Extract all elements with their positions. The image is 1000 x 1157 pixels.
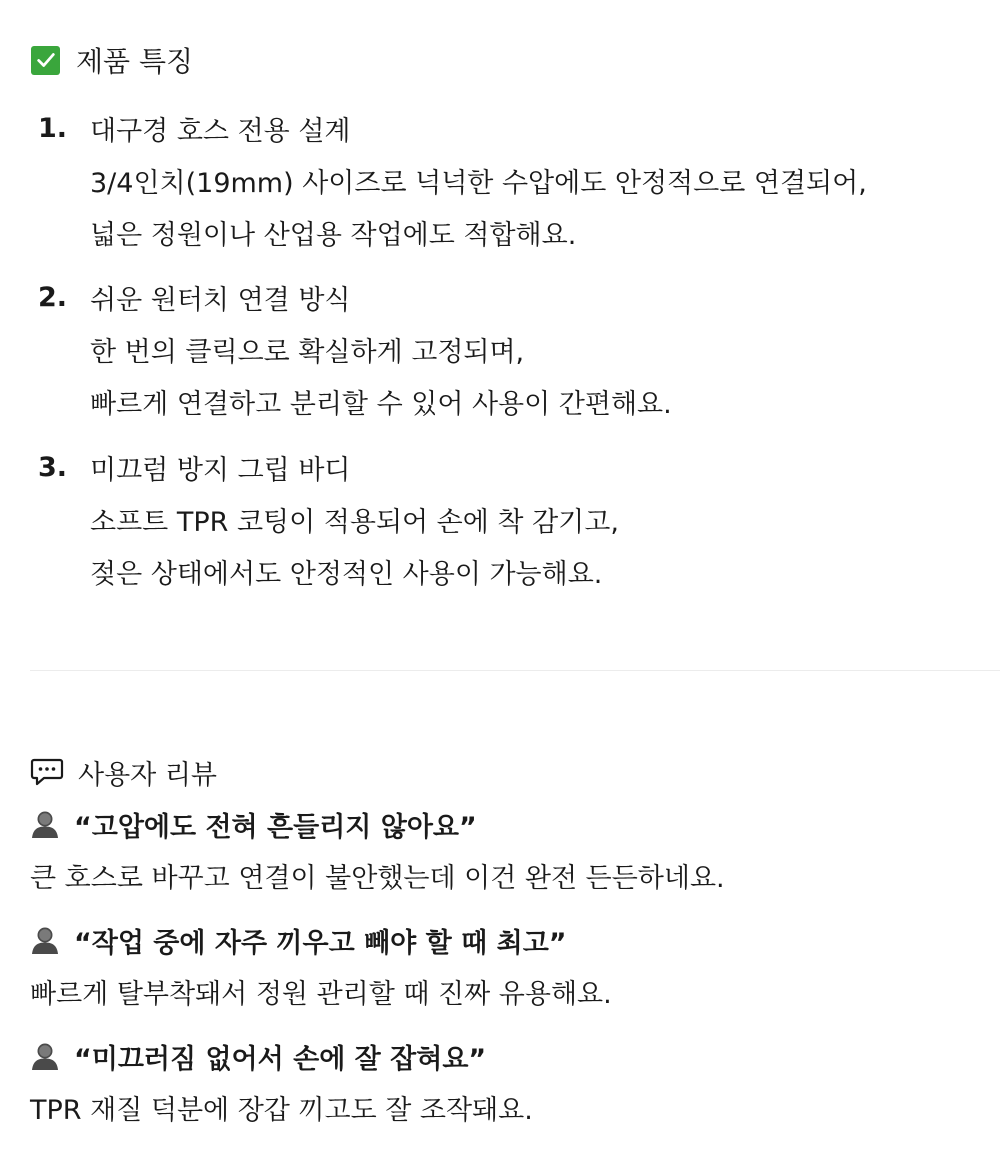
feature-title: 대구경 호스 전용 설계 xyxy=(90,115,351,147)
person-icon xyxy=(30,925,60,955)
feature-number: 1. xyxy=(38,112,68,144)
person-icon xyxy=(30,809,60,839)
features-heading xyxy=(31,40,193,80)
features-heading-text: 제품 특징 xyxy=(76,45,194,78)
feature-description-line: 넓은 정원이나 산업용 작업에도 적합해요. xyxy=(90,219,577,251)
feature-number: 3. xyxy=(38,451,68,483)
feature-item-1 xyxy=(38,102,988,258)
feature-description-line: 빠르게 연결하고 분리할 수 있어 사용이 간편해요. xyxy=(90,388,672,420)
review-body: TPR 재질 덕분에 장갑 끼고도 잘 조작돼요. xyxy=(30,1094,533,1126)
feature-title: 쉬운 원터치 연결 방식 xyxy=(90,284,351,316)
feature-item-2 xyxy=(38,271,988,427)
review-title: “고압에도 전혀 흔들리지 않아요” xyxy=(74,811,477,843)
review-title: “미끄러짐 없어서 손에 잘 잡혀요” xyxy=(74,1043,487,1075)
feature-number: 2. xyxy=(38,281,68,313)
review-item-3 xyxy=(30,1030,990,1132)
section-divider xyxy=(30,670,1000,671)
feature-description-line: 3/4인치(19mm) 사이즈로 넉넉한 수압에도 안정적으로 연결되어, xyxy=(90,167,867,199)
reviews-heading xyxy=(30,752,217,792)
person-icon xyxy=(30,1041,60,1071)
review-item-2 xyxy=(30,914,990,1016)
review-body: 큰 호스로 바꾸고 연결이 불안했는데 이건 완전 든든하네요. xyxy=(30,862,725,894)
review-title: “작업 중에 자주 끼우고 빼야 할 때 최고” xyxy=(74,927,567,959)
feature-description-line: 한 번의 클릭으로 확실하게 고정되며, xyxy=(90,336,525,368)
reviews-heading-text: 사용자 리뷰 xyxy=(78,759,217,791)
speech-bubble-icon xyxy=(30,757,64,787)
review-item-1 xyxy=(30,798,990,900)
feature-description-line: 소프트 TPR 코팅이 적용되어 손에 착 감기고, xyxy=(90,506,619,538)
feature-description-line: 젖은 상태에서도 안정적인 사용이 가능해요. xyxy=(90,558,603,590)
review-body: 빠르게 탈부착돼서 정원 관리할 때 진짜 유용해요. xyxy=(30,978,612,1010)
check-mark-icon xyxy=(31,46,60,75)
feature-item-3 xyxy=(38,441,988,597)
feature-title: 미끄럼 방지 그립 바디 xyxy=(90,454,351,486)
